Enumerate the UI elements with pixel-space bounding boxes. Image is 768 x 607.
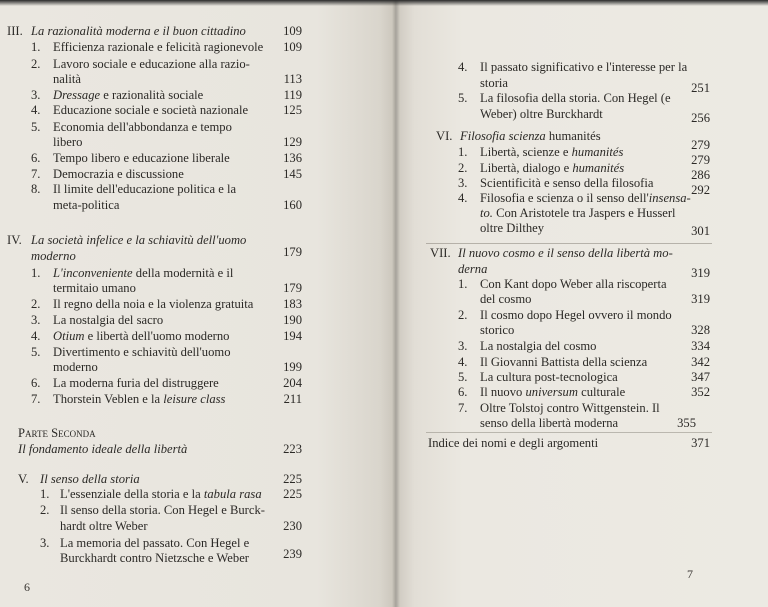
page-number: 145: [283, 167, 302, 181]
page-number: 319: [691, 266, 710, 280]
chapter-number: VII.: [430, 246, 451, 260]
entry-title: Divertimento e schiavitù dell'uomo: [53, 345, 231, 359]
page-number: 223: [283, 442, 302, 456]
entry-number: 4.: [31, 329, 41, 343]
entry-number: 6.: [458, 385, 468, 399]
entry-title: Il cosmo dopo Hegel ovvero il mondo: [480, 308, 672, 322]
page-number: 239: [283, 547, 302, 561]
entry-title: La nostalgia del sacro: [53, 313, 164, 327]
page-number: 199: [283, 360, 302, 374]
page-number: 347: [691, 370, 710, 384]
page-number: 371: [691, 436, 710, 450]
right-page: [396, 0, 768, 607]
chapter-title: La razionalità moderna e il buon cittadino: [31, 24, 246, 38]
entry-title: La nostalgia del cosmo: [480, 339, 597, 353]
entry-title-cont: termitaio umano: [53, 281, 136, 295]
entry-title-pre: Il nuovo: [480, 385, 526, 399]
page-number: 129: [283, 135, 302, 149]
entry-title-cont: senso della libertà moderna: [480, 416, 619, 430]
entry-title: [53, 266, 233, 280]
page-number: 256: [691, 111, 710, 125]
chapter-number: III.: [7, 24, 23, 38]
entry-title: La moderna furia del distruggere: [53, 376, 219, 390]
entry-number: 1.: [458, 277, 468, 291]
page-number: 301: [691, 224, 710, 238]
entry-title-cont: storia: [480, 76, 508, 90]
chapter-title: [460, 129, 601, 143]
entry-number: 3.: [458, 176, 468, 190]
entry-title-cont: [480, 206, 676, 220]
entry-title-cont: moderno: [53, 360, 98, 374]
entry-number: 3.: [40, 536, 50, 550]
page-number: 292: [691, 183, 710, 197]
page-number: 352: [691, 385, 710, 399]
chapter-title: La società infelice e la schiavitù dell'uomo: [31, 233, 247, 247]
page-number: 194: [283, 329, 302, 343]
entry-title-italic: insensa-: [648, 191, 691, 205]
entry-title: [53, 392, 225, 406]
page-number: 342: [691, 355, 710, 369]
entry-title-pre: Thorstein Veblen e la: [53, 392, 164, 406]
entry-title: Il regno della noia e la violenza gratuita: [53, 297, 254, 311]
entry-number: 6.: [31, 376, 41, 390]
chapter-title-cont: derna: [458, 262, 488, 276]
entry-title: Oltre Tolstoj contro Wittgenstein. Il: [480, 401, 660, 415]
entry-title-cont: hardt oltre Weber: [60, 519, 148, 533]
entry-title: [53, 88, 203, 102]
entry-title-italic: humanités: [571, 145, 624, 159]
entry-title-cont: meta-politica: [53, 198, 120, 212]
entry-title: Scientificità e senso della filosofia: [480, 176, 654, 190]
entry-title: [480, 145, 623, 159]
entry-title-cont: Weber) oltre Burckhardt: [480, 107, 603, 121]
entry-number: 7.: [31, 392, 41, 406]
entry-title-rest: della modernità e il: [132, 266, 234, 280]
entry-title: [53, 329, 229, 343]
entry-title: [60, 487, 262, 501]
chapter-number: IV.: [7, 233, 22, 247]
chapter-number: VI.: [436, 129, 453, 143]
page-number: 160: [283, 198, 302, 212]
page-number: 119: [283, 88, 302, 102]
entry-title-cont: nalità: [53, 72, 81, 86]
page-number: 251: [691, 81, 710, 95]
page-number: 125: [283, 103, 302, 117]
page-number: 230: [283, 519, 302, 533]
entry-title-italic: Dressage: [53, 88, 101, 102]
page-number: 179: [283, 245, 302, 259]
entry-title: Con Kant dopo Weber alla riscoperta: [480, 277, 667, 291]
entry-number: 2.: [40, 503, 50, 517]
entry-title: La filosofia della storia. Con Hegel (e: [480, 91, 671, 105]
entry-title-cont: oltre Dilthey: [480, 221, 545, 235]
entry-number: 7.: [31, 167, 41, 181]
entry-title-cont: storico: [480, 323, 515, 337]
page-number: 204: [283, 376, 302, 390]
entry-title-rest: culturale: [577, 385, 626, 399]
entry-title-rest: e libertà dell'uomo moderno: [84, 329, 230, 343]
page-number: 286: [691, 168, 710, 182]
entry-number: 8.: [31, 182, 41, 196]
entry-number: 5.: [458, 91, 468, 105]
entry-title-cont: libero: [53, 135, 83, 149]
page-number: 136: [283, 151, 302, 165]
chapter-title-rest: humanités: [545, 129, 601, 143]
entry-title: [480, 191, 691, 205]
page-number: 109: [283, 24, 302, 38]
page-number: 225: [283, 487, 302, 501]
page-number: 113: [283, 72, 302, 86]
entry-title: Il passato significativo e l'interesse per la: [480, 60, 688, 74]
entry-number: 3.: [31, 88, 41, 102]
page-number: 190: [283, 313, 302, 327]
entry-number: 5.: [31, 120, 41, 134]
chapter-number: V.: [18, 472, 29, 486]
entry-title-italic: to.: [480, 206, 493, 220]
part-label: Parte Seconda: [18, 426, 96, 440]
part-title: Il fondamento ideale della libertà: [18, 442, 188, 456]
page-number: 279: [691, 153, 710, 167]
entry-number: 2.: [458, 308, 468, 322]
page-number: 319: [691, 292, 710, 306]
entry-number: 2.: [31, 297, 41, 311]
section-divider: [426, 243, 712, 244]
entry-title: [480, 385, 625, 399]
entry-title: Democrazia e discussione: [53, 167, 184, 181]
entry-number: 2.: [31, 57, 41, 71]
book-gutter: [392, 0, 400, 607]
section-divider: [426, 432, 712, 433]
page-number: 334: [691, 339, 710, 353]
page-number: 355: [677, 416, 696, 430]
entry-title-italic: humanités: [572, 161, 625, 175]
entry-title-italic: Otium: [53, 329, 85, 343]
entry-title: Efficienza razionale e felicità ragionevole: [53, 40, 264, 54]
chapter-title-italic: Filosofia scienza: [460, 129, 546, 143]
page-number: 328: [691, 323, 710, 337]
chapter-title: Il nuovo cosmo e il senso della libertà mo-: [458, 246, 673, 260]
entry-title-pre: Libertà, dialogo e: [480, 161, 573, 175]
page-number: 279: [691, 138, 710, 152]
entry-number: 1.: [458, 145, 468, 159]
entry-title-cont: del cosmo: [480, 292, 532, 306]
entry-number: 4.: [458, 191, 468, 205]
entry-title-pre: Filosofia e scienza o il senso dell': [480, 191, 649, 205]
page-folio: 6: [24, 580, 30, 594]
index-title: Indice dei nomi e degli argomenti: [428, 436, 599, 450]
entry-number: 3.: [458, 339, 468, 353]
entry-number: 3.: [31, 313, 41, 327]
entry-title: Lavoro sociale e educazione alla razio-: [53, 57, 250, 71]
entry-number: 7.: [458, 401, 468, 415]
page-number: 225: [283, 472, 302, 486]
chapter-title: Il senso della storia: [40, 472, 140, 486]
entry-title-pre: L'essenziale della storia e la: [60, 487, 204, 501]
entry-number: 1.: [40, 487, 50, 501]
entry-title: Educazione sociale e società nazionale: [53, 103, 249, 117]
page-folio: 7: [687, 567, 693, 581]
entry-title: [480, 161, 624, 175]
entry-number: 5.: [31, 345, 41, 359]
top-shadow: [0, 0, 768, 6]
entry-title-cont: Burckhardt contro Nietzsche e Weber: [60, 551, 249, 565]
entry-number: 5.: [458, 370, 468, 384]
entry-number: 4.: [458, 355, 468, 369]
entry-title: La memoria del passato. Con Hegel e: [60, 536, 250, 550]
entry-title-italic: tabula rasa: [203, 487, 262, 501]
entry-number: 4.: [31, 103, 41, 117]
entry-title: Il limite dell'educazione politica e la: [53, 182, 237, 196]
entry-number: 6.: [31, 151, 41, 165]
entry-number: 1.: [31, 40, 41, 54]
entry-title: La cultura post-tecnologica: [480, 370, 618, 384]
page-number: 183: [283, 297, 302, 311]
entry-number: 4.: [458, 60, 468, 74]
entry-title: Il Giovanni Battista della scienza: [480, 355, 648, 369]
chapter-title-cont: moderno: [31, 249, 76, 263]
entry-title: Tempo libero e educazione liberale: [53, 151, 230, 165]
page-number: 179: [283, 281, 302, 295]
entry-title-italic: universum: [525, 385, 578, 399]
page-number: 109: [283, 40, 302, 54]
entry-title-italic: leisure class: [163, 392, 226, 406]
entry-title-italic: L'inconveniente: [53, 266, 133, 280]
entry-title-rest: e razionalità sociale: [100, 88, 204, 102]
entry-title: Economia dell'abbondanza e tempo: [53, 120, 232, 134]
entry-title: Il senso della storia. Con Hegel e Burck-: [60, 503, 265, 517]
entry-number: 1.: [31, 266, 41, 280]
entry-number: 2.: [458, 161, 468, 175]
entry-title-pre: Libertà, scienze e: [480, 145, 572, 159]
entry-title-rest: Con Aristotele tra Jaspers e Husserl: [492, 206, 676, 220]
page-number: 211: [283, 392, 302, 406]
